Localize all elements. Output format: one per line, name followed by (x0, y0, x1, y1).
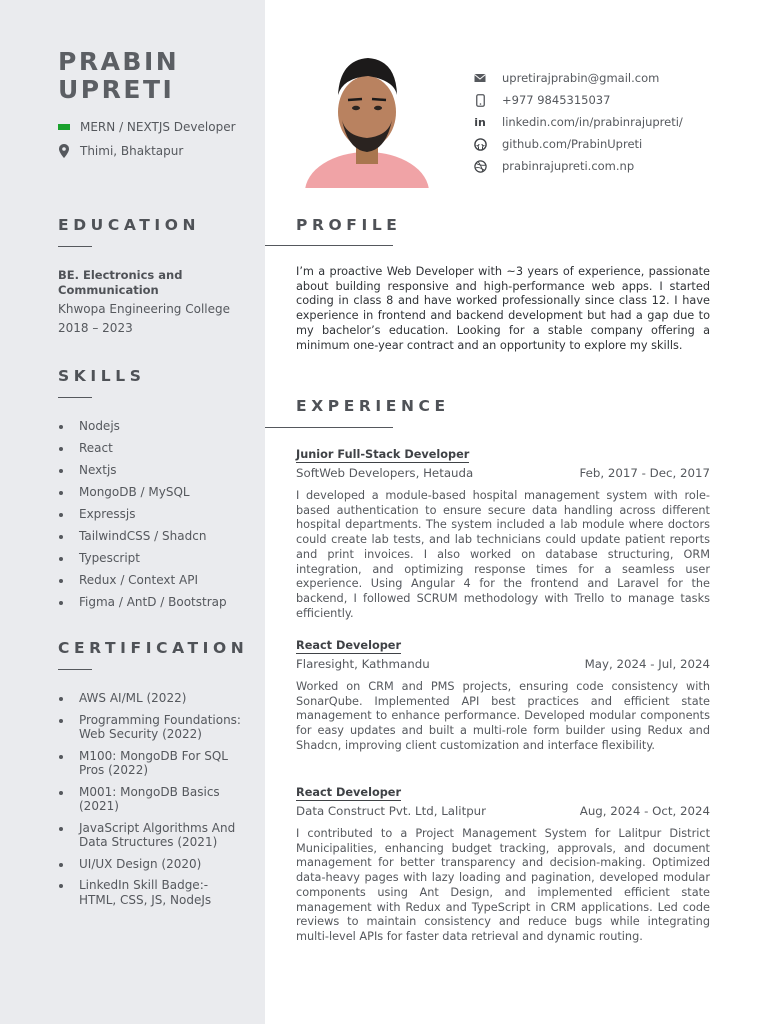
education-school: Khwopa Engineering College (58, 302, 231, 316)
job-title: React Developer (296, 639, 402, 652)
certification-rule (58, 669, 92, 670)
mail-icon (473, 71, 487, 85)
certification-item: JavaScript Algorithms And Data Structures (2021) (58, 821, 248, 850)
contact-website-row[interactable] (473, 155, 683, 177)
skills-rule (58, 397, 92, 398)
name-last: UPRETI (58, 75, 175, 104)
skill-item: Expressjs (58, 507, 227, 529)
flag-icon (58, 124, 70, 130)
job-company: Data Construct Pvt. Ltd, Lalitpur (296, 804, 487, 818)
education-degree: BE. Electronics and Communication (58, 268, 183, 297)
job-dates: Feb, 2017 - Dec, 2017 (579, 466, 710, 480)
job-title: React Developer (296, 786, 402, 799)
contact-website[interactable]: prabinrajupreti.com.np (502, 159, 635, 173)
location-row (58, 144, 183, 158)
skill-item: Nextjs (58, 463, 227, 485)
certification-item: M100: MongoDB For SQL Pros (2022) (58, 749, 248, 778)
experience-rule (265, 427, 393, 428)
certification-item: UI/UX Design (2020) (58, 857, 248, 872)
name-first: PRABIN (58, 47, 180, 76)
profile-photo (298, 50, 433, 188)
skills-list (58, 419, 227, 617)
skill-item: Redux / Context API (58, 573, 227, 595)
contact-linkedin[interactable]: linkedin.com/in/prabinrajupreti/ (502, 115, 683, 129)
education-rule (58, 246, 92, 247)
skill-item: React (58, 441, 227, 463)
job-description: Worked on CRM and PMS projects, ensuring code consistency with SonarQube. Implemented API best practices and efficient state management to enhance performance. Developed modular components for easy updates and built a multi-role form builder using Redux and Shadcn, improving client customization and interface flexibility. (296, 680, 710, 752)
contact-github-row[interactable] (473, 133, 683, 155)
github-icon (473, 137, 487, 151)
certification-item: Programming Foundations: Web Security (2022) (58, 713, 248, 742)
skills-heading: SKILLS (58, 367, 146, 385)
job-company: Flaresight, Kathmandu (296, 657, 430, 671)
contact-linkedin-row[interactable] (473, 111, 683, 133)
skill-item: Typescript (58, 551, 227, 573)
job-description: I developed a module-based hospital management system with role-based authentication to ensure secure data handling across different hospital departments. The system included a lab module where doctors could create lab tests, and lab technicians could update patient reports and print invoices. I also worked on database structuring, ORM integration, and optimizing response times for a seamless user experience. Using Angular 4 for the frontend and Laravel for the backend, I followed SCRUM methodology with Trello to manage tasks efficiently. (296, 489, 710, 620)
contact-github[interactable]: github.com/PrabinUpreti (502, 137, 643, 151)
experience-heading: EXPERIENCE (296, 397, 450, 415)
education-heading: EDUCATION (58, 216, 201, 234)
contact-email[interactable]: upretirajprabin@gmail.com (502, 71, 660, 85)
education-years: 2018 – 2023 (58, 321, 133, 335)
certification-item: M001: MongoDB Basics (2021) (58, 785, 248, 814)
location-pin-icon (58, 144, 70, 158)
contact-email-row[interactable] (473, 67, 683, 89)
role-row (58, 120, 236, 134)
contact-list (473, 67, 683, 177)
linkedin-icon: in (474, 115, 486, 129)
skill-item: Figma / AntD / Bootstrap (58, 595, 227, 617)
job-description: I contributed to a Project Management System for Lalitpur District Municipalities, enhancing budget tracking, approvals, and document management for better transparency and decision-making. Optimized data-heavy pages with lazy loading and pagination, developed modular components using Ant Design, and implemented efficient state management with Redux and TypeScript in CRM applications. Led code reviews to maintain consistency and reduce bugs while integrating multi-level APIs for faster data retrieval and dynamic routing. (296, 827, 710, 943)
location-label: Thimi, Bhaktapur (80, 144, 184, 158)
skill-item: MongoDB / MySQL (58, 485, 227, 507)
profile-rule (265, 245, 393, 246)
skill-item: Nodejs (58, 419, 227, 441)
profile-text: I’m a proactive Web Developer with ~3 years of experience, passionate about building responsive and high-performance web apps. I started coding in class 8 and have worked professionally since class 12. I have experience in frontend and backend development but had a gap due to my bachelor’s education. Looking for a stable company offering a minimum one-year contract and an opportunity to explore my skills. (296, 265, 710, 352)
job-dates: Aug, 2024 - Oct, 2024 (579, 804, 710, 818)
certification-item: LinkedIn Skill Badge:- HTML, CSS, JS, NodeJs (58, 878, 248, 907)
role-label: MERN / NEXTJS Developer (80, 120, 236, 134)
contact-phone[interactable]: +977 9845315037 (502, 93, 611, 107)
job-dates: May, 2024 - Jul, 2024 (584, 657, 710, 671)
candidate-name (58, 48, 179, 104)
job-company: SoftWeb Developers, Hetauda (296, 466, 474, 480)
profile-heading: PROFILE (296, 216, 402, 234)
dribbble-icon (473, 159, 487, 173)
phone-icon (473, 93, 487, 107)
certification-heading: CERTIFICATION (58, 639, 249, 657)
certification-list (58, 691, 248, 914)
contact-phone-row[interactable] (473, 89, 683, 111)
certification-item: AWS AI/ML (2022) (58, 691, 248, 706)
skill-item: TailwindCSS / Shadcn (58, 529, 227, 551)
job-title: Junior Full-Stack Developer (296, 448, 470, 461)
